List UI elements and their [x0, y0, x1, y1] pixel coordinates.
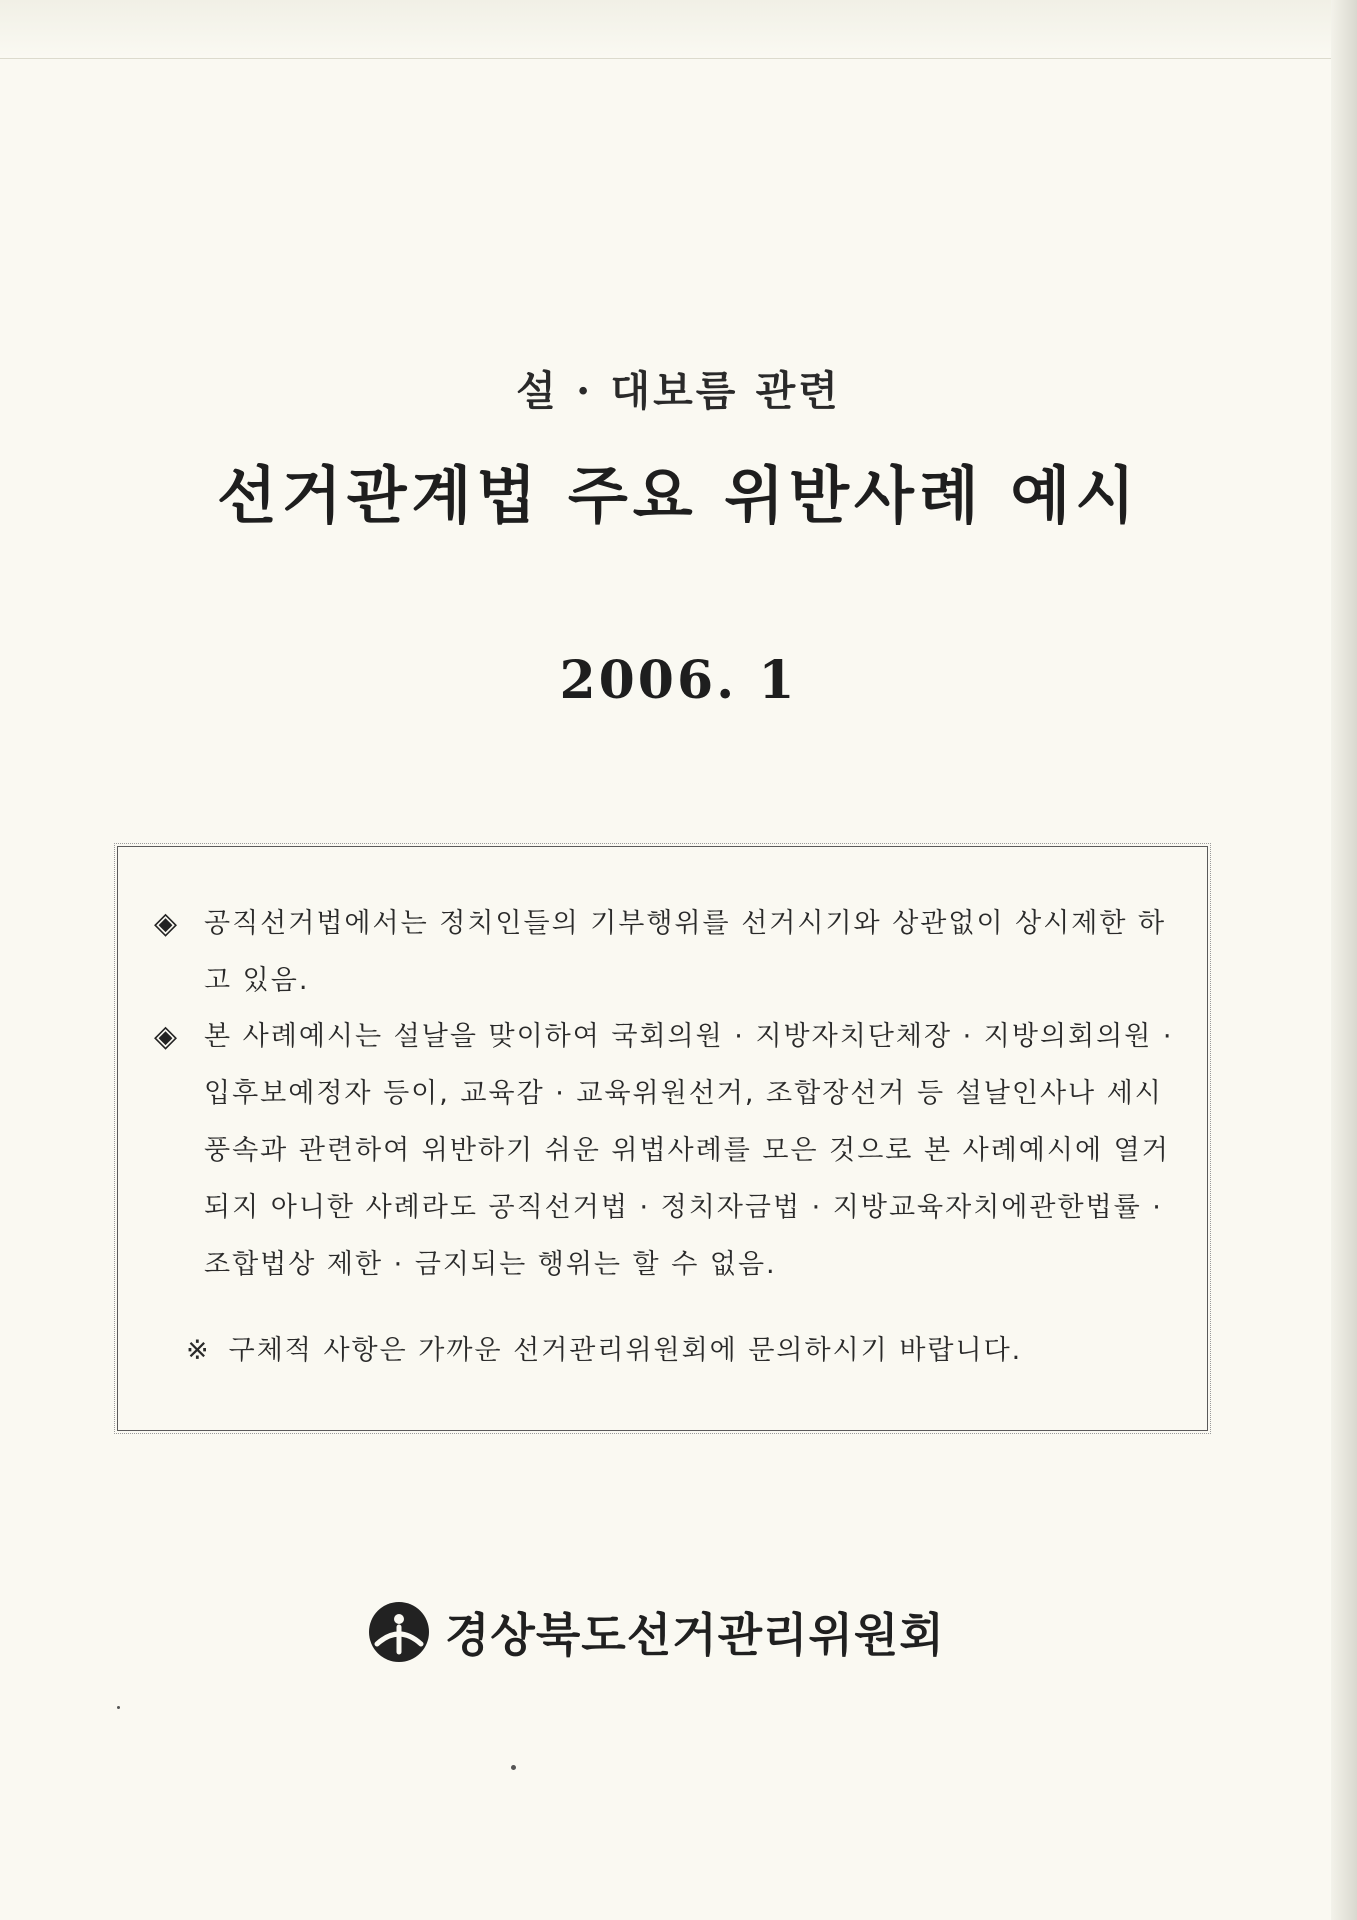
notice-item-text: 공직선거법에서는 정치인들의 기부행위를 선거시기와 상관없이 상시제한 하고 있음. — [204, 908, 1167, 996]
election-commission-logo-icon — [367, 1600, 431, 1664]
speck-mark — [511, 1765, 516, 1770]
organization — [367, 1598, 945, 1666]
speck-mark — [117, 1706, 120, 1709]
notice-item — [154, 1008, 1174, 1293]
cover-date: 2006. 1 — [559, 650, 798, 711]
diamond-bullet-icon: ◈ — [154, 906, 180, 941]
reference-mark-icon: ※ — [186, 1335, 211, 1366]
diamond-bullet-icon: ◈ — [154, 1019, 180, 1054]
page-top-edge — [0, 0, 1357, 59]
notice-item-text: 본 사례예시는 설날을 맞이하여 국회의원 · 지방자치단체장 · 지방의회의원 · 입후보예정자 등이, 교육감 · 교육위원선거, 조합장선거 등 설날인사나 세시풍속과 관련하여 위반하기 쉬운 위법사례를 모은 것으로 본 사례예시에 열거되지 아니한 사례라도 공직선거법 · 정치자금법 · 지방교육자치에관한법률 · 조합법상 제한 · 금지되는 행위는 할 수 없음. — [204, 1021, 1174, 1280]
notice-footnote — [186, 1331, 1166, 1371]
page-right-edge — [1331, 0, 1357, 1920]
organization-name: 경상북도선거관리위원회 — [445, 1608, 945, 1662]
cover-subtitle: 설 · 대보름 관련 — [516, 367, 841, 415]
notice-box — [117, 846, 1208, 1431]
notice-item — [154, 895, 1174, 1009]
footnote-text: 구체적 사항은 가까운 선거관리위원회에 문의하시기 바랍니다. — [228, 1335, 1023, 1366]
cover-title: 선거관계법 주요 위반사례 예시 — [216, 459, 1141, 532]
